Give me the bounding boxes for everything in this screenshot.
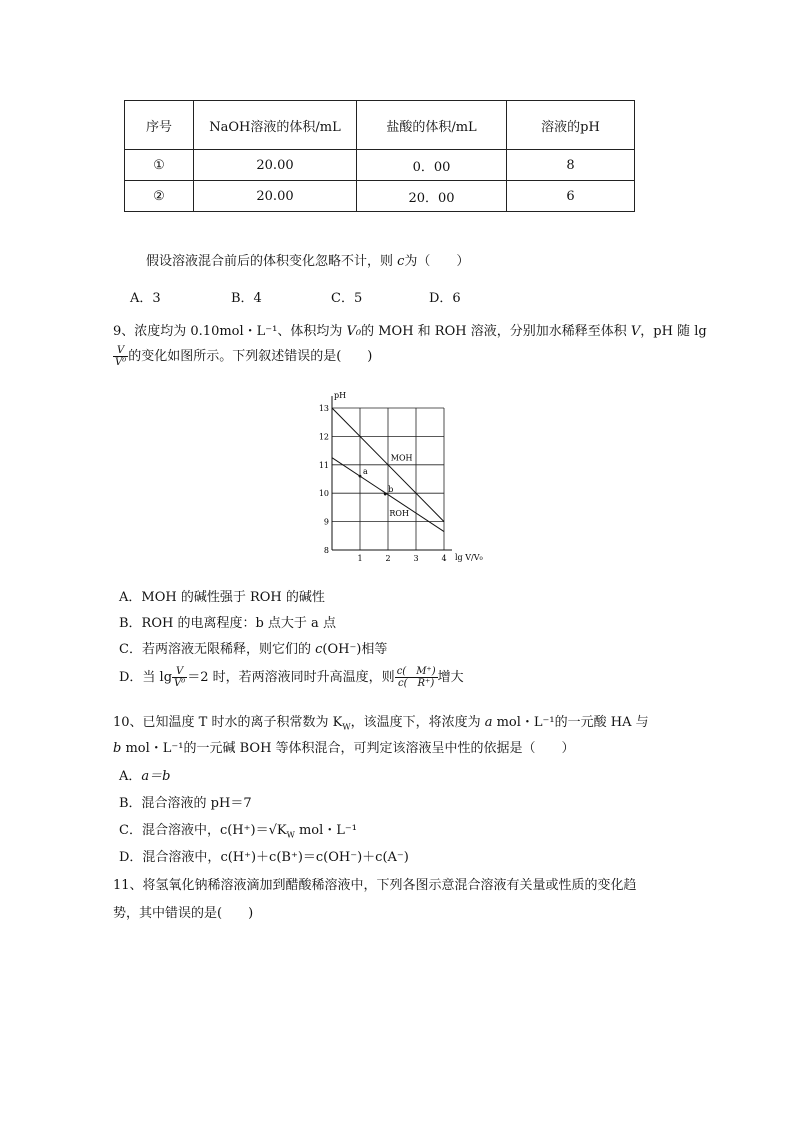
x-tick-label: 4 xyxy=(441,554,447,563)
q9-option-c-post: (OH⁻)相等 xyxy=(322,642,388,657)
header-ph: 溶液的pH xyxy=(507,101,635,150)
q10-option-d-expr: c(H⁺)＋c(B⁺)＝c(OH⁻)＋c(A⁻) xyxy=(220,850,409,865)
q10-option-b: B．混合溶液的 pH＝7 xyxy=(119,796,252,811)
table-cell: ① xyxy=(125,150,194,181)
frac-den: c( R⁺) xyxy=(398,678,435,689)
point-label-b: b xyxy=(388,485,394,495)
q9-option-d-mid: ＝2 时，若两溶液同时升高温度，则 xyxy=(187,670,395,685)
table-header-row xyxy=(125,101,635,150)
data-table xyxy=(124,100,635,212)
x-tick-label: 2 xyxy=(385,554,391,563)
q10-option-c-post: mol・L⁻¹ xyxy=(294,823,357,838)
table-cell: 20．00 xyxy=(357,181,507,212)
q9-option-d xyxy=(119,666,464,689)
q9-option-c-pre: C．若两溶液无限稀释，则它们的 xyxy=(119,642,316,657)
q9-stem-line2 xyxy=(113,345,372,368)
frac-num: V xyxy=(172,666,187,678)
table-cell: 0．00 xyxy=(357,150,507,181)
chart-grid xyxy=(332,408,444,550)
table-row xyxy=(125,181,635,212)
y-tick-label: 12 xyxy=(318,432,329,442)
data-point-b xyxy=(384,493,387,496)
q9-line1-post: ，pH 随 lg xyxy=(640,324,707,339)
q10-line2-post: mol・L⁻¹的一元碱 BOH 等体积混合，可判定该溶液呈中性的依据是（ ） xyxy=(121,741,575,756)
header-hcl: 盐酸的体积/mL xyxy=(357,101,507,150)
table-cell: 20.00 xyxy=(194,150,357,181)
q8-option-a: A．3 xyxy=(130,291,161,306)
q8-stem xyxy=(146,250,469,269)
table-row xyxy=(125,150,635,181)
x-axis-label: lg V/V₀ xyxy=(455,553,483,562)
chart-axes xyxy=(332,396,452,550)
q11-stem-line2: 势，其中错误的是( ) xyxy=(113,906,254,921)
q10-option-c-sub: W xyxy=(286,830,295,840)
q10-line1-post: mol・L⁻¹的一元酸 HA 与 xyxy=(492,715,649,730)
y-tick-label: 13 xyxy=(318,404,329,413)
q8-var: c xyxy=(397,254,405,269)
q10-line1-sub: W xyxy=(342,722,351,732)
q10-option-d-pre: D．混合溶液中， xyxy=(119,850,221,865)
chart-labels xyxy=(319,391,483,563)
q10-stem-line1 xyxy=(113,711,649,732)
series-label-roh: ROH xyxy=(389,508,409,518)
q10-line1-mid: ，该温度下，将浓度为 xyxy=(350,715,485,730)
series-label-moh: MOH xyxy=(390,453,413,463)
q8-stem-post: 为（ ） xyxy=(404,254,470,269)
ph-dilution-chart xyxy=(318,384,488,578)
y-tick-label: 11 xyxy=(318,460,329,470)
header-naoh: NaOH溶液的体积/mL xyxy=(194,101,357,150)
q9-option-c-var: c xyxy=(315,642,323,657)
q10-option-c-pre: C．混合溶液中， xyxy=(119,823,220,838)
y-tick-label: 8 xyxy=(323,546,329,555)
q11-stem-line1: 11、将氢氧化钠稀溶液滴加到醋酸稀溶液中，下列各图示意混合溶液有关量或性质的变化趋 xyxy=(113,878,637,893)
q10-option-c-expr: c(H⁺)＝√K xyxy=(219,823,287,838)
table-cell: 8 xyxy=(507,150,635,181)
q10-line1-var: a xyxy=(484,715,493,730)
q10-option-a xyxy=(119,765,170,784)
table-cell: ② xyxy=(125,181,194,212)
q9-frac-num: V xyxy=(113,345,128,357)
q9-option-b: B．ROH 的电离程度：b 点大于 a 点 xyxy=(119,616,336,631)
q9-line2-post: 的变化如图所示。下列叙述错误的是( ) xyxy=(128,349,373,364)
q10-stem-line2 xyxy=(113,737,575,756)
q9-option-d-post: 增大 xyxy=(437,670,464,685)
q9-option-d-frac xyxy=(172,666,187,689)
q9-option-d-frac2 xyxy=(395,666,438,689)
q10-line2-var: b xyxy=(113,741,122,756)
x-tick-label: 1 xyxy=(357,554,363,563)
q8-option-c: C．5 xyxy=(331,291,363,306)
q9-frac-den: V⁰ xyxy=(115,357,127,368)
y-tick-label: 9 xyxy=(323,517,329,527)
y-tick-label: 10 xyxy=(318,489,329,499)
frac-num: c( M⁺) xyxy=(396,666,436,677)
q8-option-d: D．6 xyxy=(429,291,461,306)
q9-line1-var2: V xyxy=(630,324,641,339)
q10-line1-pre: 10、已知温度 T 时水的离子积常数为 K xyxy=(113,715,343,730)
table-cell: 20.00 xyxy=(194,181,357,212)
q9-option-c xyxy=(119,638,387,657)
q10-option-c xyxy=(119,819,357,840)
q9-option-d-pre: D．当 lg xyxy=(119,670,173,685)
q9-fraction xyxy=(113,345,128,368)
q10-option-a-expr: a＝b xyxy=(141,769,171,784)
frac-den: V⁰ xyxy=(174,678,186,689)
x-tick-label: 3 xyxy=(413,554,419,563)
q9-line1-var: V₀ xyxy=(346,324,362,339)
q9-option-a: A．MOH 的碱性强于 ROH 的碱性 xyxy=(119,590,325,605)
q9-line1-pre: 9、浓度均为 0.10mol・L⁻¹、体积均为 xyxy=(113,324,347,339)
q9-stem-line1 xyxy=(113,320,707,339)
y-axis-label: pH xyxy=(334,391,347,400)
q10-option-d xyxy=(119,846,409,865)
q8-option-b: B．4 xyxy=(231,291,262,306)
table-cell: 6 xyxy=(507,181,635,212)
q10-option-a-pre: A． xyxy=(119,769,142,784)
point-label-a: a xyxy=(363,467,368,477)
data-point-a xyxy=(359,475,362,478)
q9-line1-mid: 的 MOH 和 ROH 溶液，分别加水稀释至体积 xyxy=(361,324,631,339)
q8-stem-pre: 假设溶液混合前后的体积变化忽略不计，则 xyxy=(146,254,398,269)
header-index: 序号 xyxy=(125,101,194,150)
